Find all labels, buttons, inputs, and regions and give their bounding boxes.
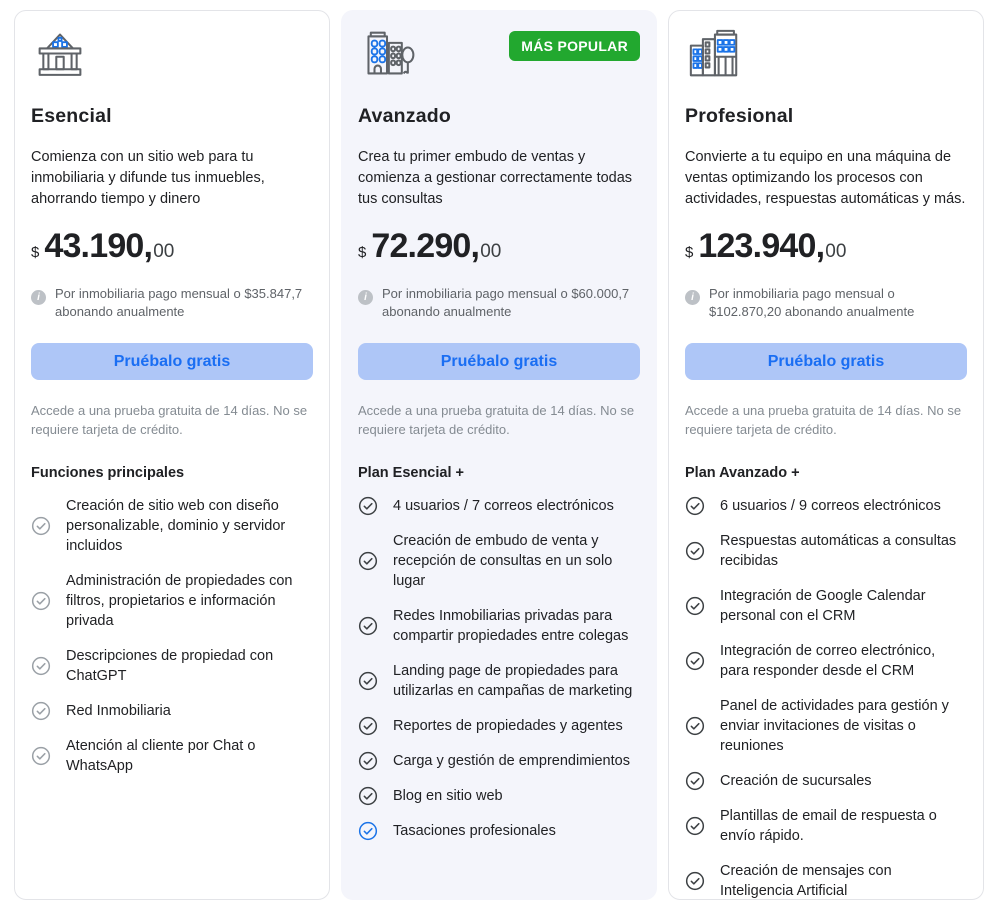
feature-text: Landing page de propiedades para utilizarlas en campañas de marketing bbox=[393, 663, 633, 699]
feature-text: Creación de mensajes con Inteligencia Artificial bbox=[720, 863, 892, 899]
check-circle-icon bbox=[31, 746, 51, 766]
feature-item bbox=[685, 531, 967, 571]
billing-info bbox=[31, 285, 313, 321]
feature-item bbox=[358, 606, 640, 646]
feature-item bbox=[31, 736, 313, 776]
feature-item bbox=[358, 531, 640, 591]
feature-text: Plantillas de email de respuesta o envío rápido. bbox=[720, 808, 937, 844]
trial-note: Accede a una prueba gratuita de 14 días. No se requiere tarjeta de crédito. bbox=[358, 403, 635, 437]
price-cents: 00 bbox=[825, 241, 847, 262]
check-circle-icon bbox=[358, 616, 378, 636]
feature-text: Creación de sucursales bbox=[720, 773, 872, 789]
feature-item bbox=[685, 771, 967, 791]
check-circle-icon bbox=[358, 751, 378, 771]
check-circle-icon bbox=[31, 656, 51, 676]
check-circle-icon bbox=[685, 541, 705, 561]
price-amount: 43.190, bbox=[44, 227, 153, 265]
try-free-button[interactable]: Pruébalo gratis bbox=[685, 343, 967, 380]
price-amount: 72.290, bbox=[371, 227, 480, 265]
check-circle-icon bbox=[685, 596, 705, 616]
features-list bbox=[685, 496, 967, 901]
trial-note: Accede a una prueba gratuita de 14 días. No se requiere tarjeta de crédito. bbox=[685, 403, 962, 437]
feature-text: Tasaciones profesionales bbox=[393, 823, 556, 839]
feature-item bbox=[358, 751, 640, 771]
feature-text: Creación de sitio web con diseño personalizable, dominio y servidor incluidos bbox=[66, 498, 286, 554]
features-heading: Plan Avanzado + bbox=[685, 465, 800, 481]
plan-title: Esencial bbox=[31, 105, 112, 127]
city-buildings-icon bbox=[685, 29, 743, 79]
price-cents: 00 bbox=[480, 241, 502, 262]
feature-text: 4 usuarios / 7 correos electrónicos bbox=[393, 498, 614, 514]
feature-text: Panel de actividades para gestión y enviar invitaciones de visitas o reuniones bbox=[720, 698, 949, 754]
currency-symbol: $ bbox=[31, 244, 40, 261]
plan-title: Profesional bbox=[685, 105, 794, 127]
currency-symbol: $ bbox=[685, 244, 694, 261]
plan-title: Avanzado bbox=[358, 105, 451, 127]
feature-text: Integración de Google Calendar personal con el CRM bbox=[720, 588, 926, 624]
check-circle-icon bbox=[358, 716, 378, 736]
house-columns-icon bbox=[31, 29, 89, 79]
feature-text: Descripciones de propiedad con ChatGPT bbox=[66, 648, 274, 684]
check-circle-icon bbox=[685, 496, 705, 516]
feature-item bbox=[685, 861, 967, 901]
plan-price bbox=[31, 227, 313, 266]
buildings-tree-icon bbox=[358, 29, 416, 79]
features-heading: Funciones principales bbox=[31, 465, 185, 481]
try-free-button[interactable]: Pruébalo gratis bbox=[358, 343, 640, 380]
feature-text: Integración de correo electrónico, para responder desde el CRM bbox=[720, 643, 936, 679]
feature-text: Reportes de propiedades y agentes bbox=[393, 718, 623, 734]
feature-item bbox=[358, 786, 640, 806]
check-circle-icon bbox=[685, 651, 705, 671]
feature-item bbox=[685, 806, 967, 846]
plan-description: Comienza con un sitio web para tu inmobiliaria y difunde tus inmuebles, ahorrando tiempo y dinero bbox=[31, 149, 265, 207]
feature-item bbox=[685, 586, 967, 626]
feature-text: Atención al cliente por Chat o WhatsApp bbox=[66, 738, 256, 774]
check-circle-icon bbox=[358, 496, 378, 516]
feature-text: 6 usuarios / 9 correos electrónicos bbox=[720, 498, 941, 514]
card-header bbox=[31, 29, 313, 79]
most-popular-badge: MÁS POPULAR bbox=[509, 31, 640, 61]
feature-item bbox=[685, 641, 967, 681]
card-header bbox=[685, 29, 967, 79]
currency-symbol: $ bbox=[358, 244, 367, 261]
features-list bbox=[31, 496, 313, 776]
billing-info bbox=[685, 285, 967, 321]
billing-note: Por inmobiliaria pago mensual o $60.000,7 abonando anualmente bbox=[382, 286, 630, 319]
feature-text: Red Inmobiliaria bbox=[66, 703, 171, 719]
feature-item bbox=[31, 701, 313, 721]
card-header bbox=[358, 29, 640, 79]
feature-text: Respuestas automáticas a consultas recibidas bbox=[720, 533, 957, 569]
check-circle-icon bbox=[358, 551, 378, 571]
info-icon[interactable]: i bbox=[685, 290, 700, 305]
info-icon[interactable]: i bbox=[358, 290, 373, 305]
info-icon[interactable]: i bbox=[31, 290, 46, 305]
try-free-button[interactable]: Pruébalo gratis bbox=[31, 343, 313, 380]
check-circle-icon bbox=[358, 821, 378, 841]
feature-item bbox=[31, 646, 313, 686]
price-cents: 00 bbox=[153, 241, 175, 262]
check-circle-icon bbox=[31, 701, 51, 721]
plan-card-esencial bbox=[14, 10, 330, 900]
check-circle-icon bbox=[358, 786, 378, 806]
feature-item bbox=[685, 496, 967, 516]
check-circle-icon bbox=[685, 771, 705, 791]
check-circle-icon bbox=[358, 671, 378, 691]
feature-item bbox=[358, 821, 640, 841]
feature-item bbox=[31, 571, 313, 631]
check-circle-icon bbox=[685, 716, 705, 736]
check-circle-icon bbox=[685, 816, 705, 836]
feature-text: Creación de embudo de venta y recepción de consultas en un solo lugar bbox=[393, 533, 613, 589]
plan-card-avanzado bbox=[341, 10, 657, 900]
feature-text: Blog en sitio web bbox=[393, 788, 503, 804]
billing-info bbox=[358, 285, 640, 321]
feature-text: Redes Inmobiliarias privadas para compartir propiedades entre colegas bbox=[393, 608, 629, 644]
feature-item bbox=[31, 496, 313, 556]
check-circle-icon bbox=[685, 871, 705, 891]
features-list bbox=[358, 496, 640, 841]
plan-price bbox=[358, 227, 640, 266]
features-heading: Plan Esencial + bbox=[358, 465, 464, 481]
plan-description: Convierte a tu equipo en una máquina de ventas optimizando los procesos con actividades, respuestas automáticas y más. bbox=[685, 149, 966, 207]
feature-item bbox=[358, 661, 640, 701]
billing-note: Por inmobiliaria pago mensual o $35.847,7 abonando anualmente bbox=[55, 286, 303, 319]
billing-note: Por inmobiliaria pago mensual o $102.870,20 abonando anualmente bbox=[709, 286, 915, 319]
feature-item bbox=[685, 696, 967, 756]
trial-note: Accede a una prueba gratuita de 14 días. No se requiere tarjeta de crédito. bbox=[31, 403, 308, 437]
feature-text: Administración de propiedades con filtros, propietarios e información privada bbox=[66, 573, 293, 629]
plan-price bbox=[685, 227, 967, 266]
plan-description: Crea tu primer embudo de ventas y comienza a gestionar correctamente todas tus consultas bbox=[358, 149, 633, 207]
check-circle-icon bbox=[31, 591, 51, 611]
plan-card-profesional bbox=[668, 10, 984, 900]
price-amount: 123.940, bbox=[698, 227, 825, 265]
feature-item bbox=[358, 496, 640, 516]
feature-text: Carga y gestión de emprendimientos bbox=[393, 753, 630, 769]
feature-item bbox=[358, 716, 640, 736]
check-circle-icon bbox=[31, 516, 51, 536]
